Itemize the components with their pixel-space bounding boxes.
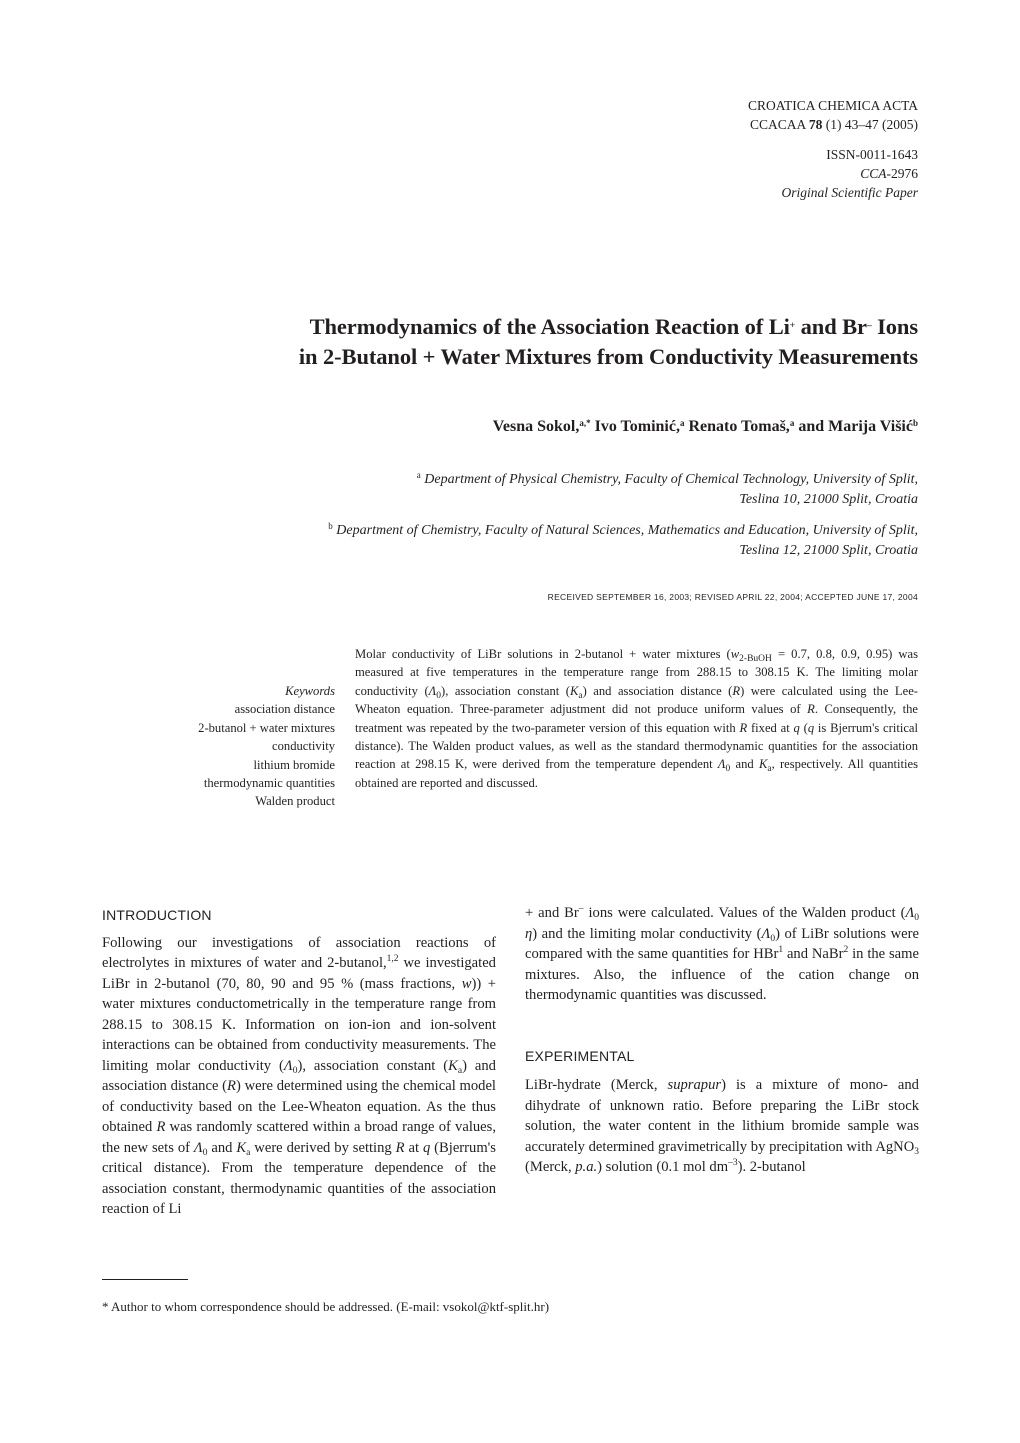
keyword-item: thermodynamic quantities [203,776,335,791]
author-sup: a [789,418,795,428]
author-name: and Marija Višić [794,418,913,435]
paper-type-text: Original Scientific Paper [781,185,918,200]
journal-volume: 78 [808,117,823,132]
paper-type [748,183,918,202]
keyword-item: 2-butanol + water mixtures [198,720,335,735]
cca-prefix: CCA [860,166,887,181]
title-text: and Br [795,314,867,339]
author-name: Renato Tomaš, [684,418,790,435]
author-sup: a,* [579,418,591,428]
affiliation-label: a [416,470,421,480]
title-line-2: in 2-Butanol + Water Mixtures from Conductivity Measurements [298,344,918,369]
keyword-item: association distance [234,702,335,717]
keywords-title: Keywords [285,684,335,698]
affiliation-label: b [328,521,333,531]
journal-code: CCACAA [749,117,806,132]
experimental-paragraph: LiBr-hydrate (Merck, suprapur) is a mixture of mono- and dihydrate of unknown ratio. Before preparing the LiBr stock solution, the water content in the lithium bromide sample was accurately determined gravimetrically by precipitation with AgNO$_3$ (Merck, p.a.) solution (0.1 mol $dm^{-3}$). 2-butanol [525,1077,919,1175]
right-column [525,903,919,1178]
abstract: Molar conductivity of LiBr solutions in 2-butanol + water mixtures ($w_{2-BuOH} = 0.7$, 0.8, 0.9, 0.95) was measured at five temperatures in the temperature range from 288.15 to 308.15 K. The limiting molar conductivity $(\Lambda_0)$, association constant $(K_a)$ and association distance (R) were calculated using the Lee-Wheaton equation. Three-parameter adjustment did not produce uniform values of R. Consequently, the treatment was repeated by the two-parameter version of this equation with R fixed at q (q is Bjerrum's critical distance). The Walden product values, as well as the standard thermodynamic quantities for the association reaction at 298.15 K, were derived from the temperature dependent $\Lambda_0$ and $K_a$, respectively. All quantities obtained are reported and discussed. [355,647,918,790]
paper-title [100,312,918,372]
affiliation-text: Teslina 10, 21000 Split, Croatia [739,492,918,507]
affiliation-text: Department of Chemistry, Faculty of Natural Sciences, Mathematics and Education, University of Split, [332,523,918,538]
journal-issue: (1) 43–47 (2005) [825,117,918,132]
journal-issn: ISSN-0011-1643 [826,147,918,162]
keyword-item: Walden product [255,794,335,809]
author-name: Vesna Sokol, [492,418,580,435]
introduction-section [102,905,496,1220]
affiliation-text: Teslina 12, 21000 Split, Croatia [739,543,918,558]
footnote-rule [102,1279,188,1280]
author-list [493,418,918,436]
footnote [102,1299,549,1315]
title-text: Ions [871,314,918,339]
author-name: Ivo Tominić, [590,418,680,435]
journal-header [748,96,918,202]
introduction-paragraph: Following our investigations of association reactions of electrolytes in mixtures of water and 2-butanol,$^{1,2}$ we investigated LiBr in 2-butanol (70, 80, 90 and 95 % (mass fractions, w)) + water mixtures conductometrically in the temperature range from 288.15 to 308.15 K. Information on ion-ion and ion-solvent interactions can be obtained from conductivity measurements. The limiting molar conductivity $(\Lambda_0)$, association constant $(K_a)$ and association distance (R) were determined using the chemical model of conductivity based on the Lee-Wheaton equation. As the thus obtained R was randomly scattered within a broad range of values, the new sets of $\Lambda_0$ and $K_a$ were derived by setting R at q (Bjerrum's critical distance). From the temperature dependence of the association constant, thermodynamic quantities of the association reaction of Li [102,934,496,1217]
title-text: Thermodynamics of the Association Reaction of Li [309,314,790,339]
title-sup: – [866,321,872,331]
footnote-text: * Author to whom correspondence should be addressed. (E-mail: vsokol@ktf-split.hr) [102,1299,550,1314]
journal-cca [748,164,918,183]
introduction-continued: + and Br– ions were calculated. Values of the Walden product ($\Lambda_0$ η) and the limiting molar conductivity $(\Lambda_0)$ of LiBr solutions were compared with the same quantities for HBr$^1$ and NaBr$^2$ in the same mixtures. Also, the influence of the cation change on thermodynamic quantities was discussed. [525,904,920,1003]
journal-name: CROATICA CHEMICA ACTA [748,98,918,113]
experimental-heading: EXPERIMENTAL [525,1047,635,1064]
received-dates: RECEIVED SEPTEMBER 16, 2003; REVISED APRIL 22, 2004; ACCEPTED JUNE 17, 2004 [547,592,918,602]
keyword-item: conductivity [272,739,335,754]
introduction-heading: INTRODUCTION [102,907,212,923]
journal-citation [748,115,918,134]
keywords-block [198,682,335,811]
affiliation-a [417,470,918,510]
affiliation-b [328,521,918,561]
cca-number: -2976 [886,166,918,181]
author-sup: a [679,418,685,428]
title-sup: + [789,321,796,331]
affiliation-text: Department of Physical Chemistry, Faculty of Chemical Technology, University of Split, [420,472,918,487]
keyword-item: lithium bromide [253,757,335,772]
author-sup: b [912,418,918,428]
